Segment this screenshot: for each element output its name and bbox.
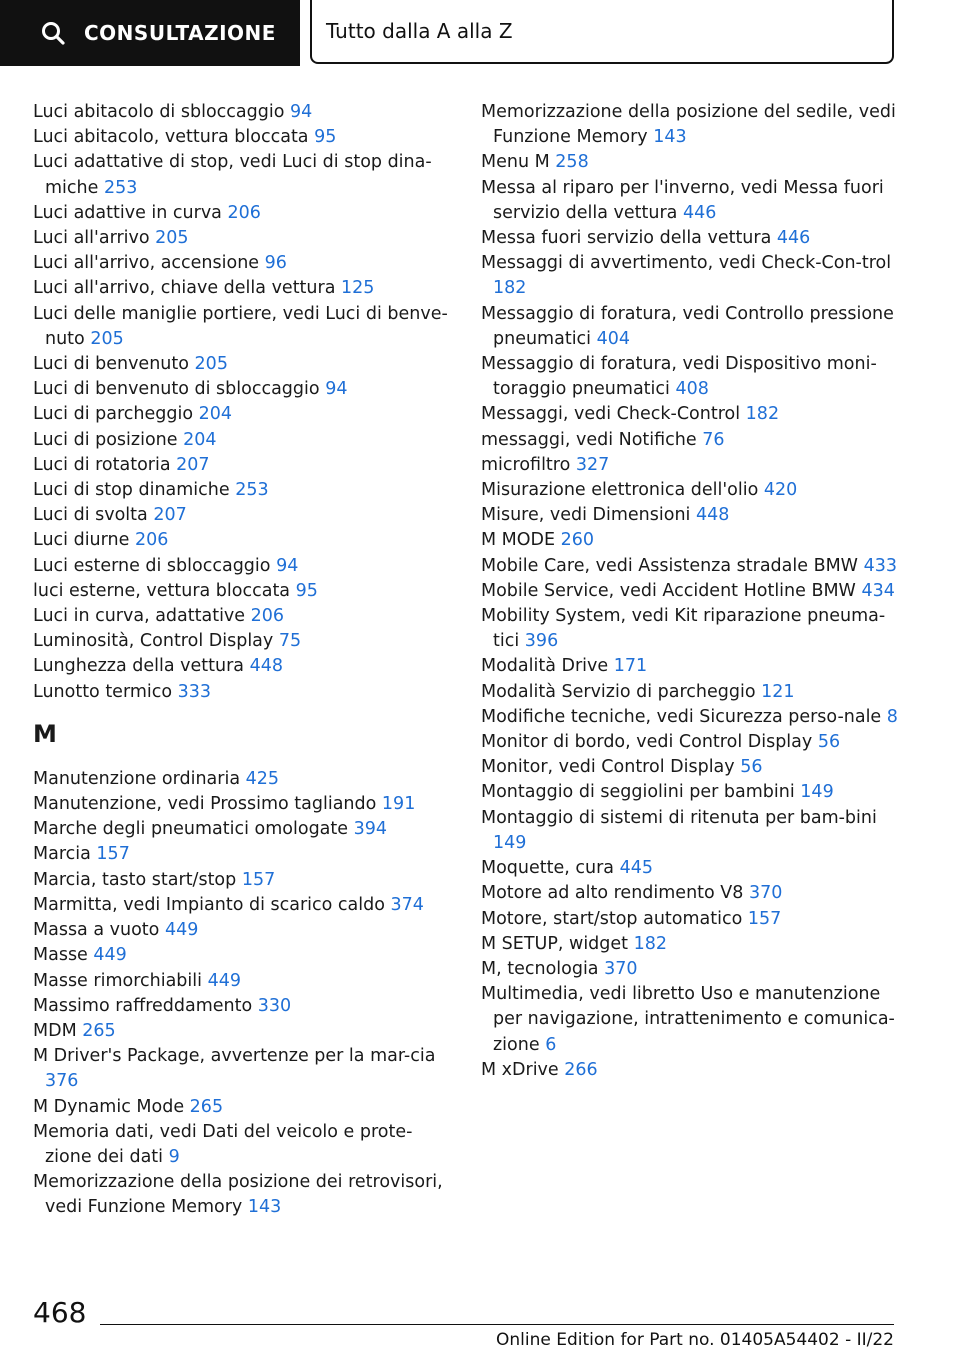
footer-divider	[100, 1324, 894, 1325]
page-link[interactable]: 394	[353, 819, 388, 840]
index-entry	[33, 276, 453, 301]
page-link[interactable]: 204	[183, 429, 217, 450]
index-term: Motore ad alto rendimento V8	[481, 883, 744, 904]
index-entry	[33, 1170, 453, 1220]
page-link[interactable]: 143	[653, 127, 687, 148]
page-link[interactable]: 265	[189, 1096, 224, 1117]
page-link[interactable]: 370	[748, 883, 783, 904]
page-link[interactable]: 396	[524, 631, 559, 652]
page-link[interactable]: 370	[604, 958, 638, 979]
index-term: Messa fuori servizio della vettura	[481, 228, 772, 249]
index-term: Marche degli pneumatici omologate	[33, 819, 349, 840]
page-link[interactable]: 191	[381, 794, 416, 815]
index-entry	[33, 1044, 453, 1094]
index-entry	[481, 150, 901, 175]
page-link[interactable]: 446	[682, 202, 717, 223]
page-link[interactable]: 125	[341, 278, 375, 299]
index-entry	[33, 453, 453, 478]
page-link[interactable]: 327	[575, 454, 610, 475]
page-link[interactable]: 376	[45, 1071, 79, 1092]
index-term: Memorizzazione della posizione del sedile, vedi Funzione Memory	[481, 102, 896, 148]
page-link[interactable]: 182	[745, 404, 780, 425]
index-term: Moquette, cura	[481, 858, 615, 879]
index-entry	[481, 982, 901, 1058]
section-label: CONSULTAZIONE	[84, 21, 276, 45]
index-term: Luci delle maniglie portiere, vedi Luci di benve-nuto	[33, 303, 448, 349]
page-link[interactable]: 449	[164, 920, 199, 941]
index-group-l	[33, 100, 453, 705]
page-link[interactable]: 449	[207, 970, 241, 991]
page-link[interactable]: 171	[613, 656, 648, 677]
index-term: Mobile Service, vedi Accident Hotline BMW	[481, 580, 856, 601]
index-term: Luminosità, Control Display	[33, 631, 274, 652]
index-term: Marcia	[33, 844, 91, 865]
index-entry	[33, 893, 453, 918]
page-link[interactable]: 76	[702, 429, 725, 450]
index-entry	[481, 176, 901, 226]
index-entry	[481, 780, 901, 805]
index-entry	[33, 654, 453, 679]
index-term: Luci di svolta	[33, 505, 148, 526]
index-term: Multimedia, vedi libretto Uso e manutenzione per navigazione, intrattenimento e comunica-zione	[481, 984, 895, 1055]
page-link[interactable]: 446	[776, 228, 811, 249]
index-entry	[33, 226, 453, 251]
page-link[interactable]: 205	[194, 354, 228, 375]
index-entry	[33, 554, 453, 579]
page-link[interactable]: 157	[96, 844, 130, 865]
index-entry	[481, 554, 901, 579]
index-term: messaggi, vedi Notifiche	[481, 429, 697, 450]
index-entry	[33, 767, 453, 792]
index-entry	[481, 503, 901, 528]
index-term: Marmitta, vedi Impianto di scarico caldo	[33, 894, 385, 915]
index-entry	[481, 932, 901, 957]
index-term: Luci abitacolo, vettura bloccata	[33, 127, 309, 148]
index-entry	[33, 302, 453, 352]
index-term: Luci di benvenuto di sbloccaggio	[33, 379, 320, 400]
index-entry	[33, 918, 453, 943]
index-term: Modalità Servizio di parcheggio	[481, 681, 756, 702]
page-link[interactable]: 404	[596, 328, 631, 349]
index-term: Messaggio di foratura, vedi Controllo pressione pneumatici	[481, 303, 894, 349]
page-link[interactable]: 448	[696, 505, 730, 526]
index-entry	[33, 150, 453, 200]
index-group-m-continued	[481, 100, 901, 1083]
index-term: Mobile Care, vedi Assistenza stradale BMW	[481, 555, 858, 576]
index-entry	[33, 842, 453, 867]
page-link[interactable]: 433	[863, 555, 897, 576]
index-term: Memoria dati, vedi Dati del veicolo e prote-zione dei dati	[33, 1121, 413, 1167]
index-term: Montaggio di seggiolini per bambini	[481, 782, 795, 803]
index-entry	[481, 957, 901, 982]
index-term: Luci esterne di sbloccaggio	[33, 555, 271, 576]
index-term: Messa al riparo per l'inverno, vedi Messa fuori servizio della vettura	[481, 177, 884, 223]
index-entry	[33, 1120, 453, 1170]
index-entry	[481, 907, 901, 932]
page-link[interactable]: 94	[289, 102, 313, 122]
index-entry	[33, 100, 453, 125]
index-entry	[33, 377, 453, 402]
page-link[interactable]: 408	[675, 379, 709, 400]
page-link[interactable]: 434	[861, 580, 895, 601]
page-link[interactable]: 149	[800, 782, 834, 803]
index-term: Massa a vuoto	[33, 920, 160, 941]
page-link[interactable]: 96	[264, 253, 287, 274]
page-link[interactable]: 330	[257, 995, 292, 1016]
index-entry	[33, 352, 453, 377]
page-link[interactable]: 253	[235, 480, 269, 501]
index-term: Luci di rotatoria	[33, 454, 171, 475]
index-term: M Dynamic Mode	[33, 1096, 185, 1117]
index-entry	[33, 251, 453, 276]
index-entry	[33, 680, 453, 705]
index-entry	[481, 755, 901, 780]
page-link[interactable]: 94	[325, 379, 348, 400]
page-link[interactable]: 149	[493, 832, 527, 853]
index-term: MDM	[33, 1020, 77, 1041]
index-term: Luci adattative di stop, vedi Luci di stop dina-miche	[33, 152, 432, 198]
index-term: Motore, start/stop automatico	[481, 908, 743, 929]
page-link[interactable]: 445	[619, 858, 654, 879]
page-link[interactable]: 157	[747, 908, 782, 929]
page-link[interactable]: 56	[740, 757, 763, 778]
page-link[interactable]: 75	[278, 631, 302, 652]
page-link[interactable]: 425	[245, 768, 280, 789]
index-entry	[481, 100, 901, 150]
index-term: Marcia, tasto start/stop	[33, 869, 237, 890]
page-link[interactable]: 207	[176, 454, 210, 475]
page-link[interactable]: 206	[250, 606, 285, 627]
index-entry	[481, 604, 901, 654]
edition-note: Online Edition for Part no. 01405A54402 - II/22	[495, 1330, 894, 1350]
page-link[interactable]: 143	[247, 1197, 282, 1218]
index-term: Luci all'arrivo, accensione	[33, 253, 260, 274]
index-term: Luci abitacolo di sbloccaggio	[33, 102, 285, 122]
index-entry	[33, 943, 453, 968]
page-link[interactable]: 448	[249, 656, 283, 677]
page-link[interactable]: 265	[82, 1020, 116, 1041]
page-footer	[0, 1290, 960, 1362]
index-entry	[481, 806, 901, 856]
index-entry	[33, 503, 453, 528]
index-term: Luci di stop dinamiche	[33, 480, 230, 501]
index-term: Modifiche tecniche, vedi Sicurezza perso-nale	[481, 706, 882, 727]
index-term: Massimo raffreddamento	[33, 995, 253, 1016]
index-entry	[481, 528, 901, 553]
index-term: Mobility System, vedi Kit riparazione pneuma-tici	[481, 606, 886, 652]
index-term: Luci all'arrivo, chiave della vettura	[33, 278, 336, 299]
page-header	[0, 0, 960, 66]
index-entry	[33, 1095, 453, 1120]
index-entry	[33, 579, 453, 604]
index-entry	[33, 125, 453, 150]
page-link[interactable]: 205	[90, 328, 124, 349]
index-term: Luci in curva, adattative	[33, 606, 246, 627]
index-term: Luci adattive in curva	[33, 202, 222, 223]
page-link[interactable]: 260	[560, 530, 595, 551]
page-link[interactable]: 182	[633, 933, 668, 954]
index-entry	[481, 428, 901, 453]
index-entry	[33, 604, 453, 629]
page-link[interactable]: 94	[276, 555, 299, 576]
page-link[interactable]: 449	[93, 945, 127, 966]
page-link[interactable]: 204	[198, 404, 233, 425]
index-term: Luci di parcheggio	[33, 404, 194, 425]
index-entry	[481, 251, 901, 301]
index-entry	[481, 705, 901, 730]
page-link[interactable]: 157	[241, 869, 276, 890]
index-entry	[481, 453, 901, 478]
index-entry	[481, 402, 901, 427]
index-entry	[481, 680, 901, 705]
index-entry	[33, 792, 453, 817]
index-entry	[33, 478, 453, 503]
index-entry	[33, 629, 453, 654]
index-term: Memorizzazione della posizione dei retrovisori, vedi Funzione Memory	[33, 1172, 443, 1218]
index-term: M SETUP, widget	[481, 933, 629, 954]
page-link[interactable]: 121	[761, 681, 795, 702]
page-link[interactable]: 266	[564, 1059, 598, 1080]
index-term: Montaggio di sistemi di ritenuta per bam-bini	[481, 807, 877, 828]
page-link[interactable]: 206	[134, 530, 169, 551]
search-icon	[40, 20, 66, 46]
index-entry	[33, 1019, 453, 1044]
index-entry	[33, 402, 453, 427]
index-entry	[481, 302, 901, 352]
index-entry	[33, 868, 453, 893]
page-link[interactable]: 205	[155, 228, 189, 249]
index-term: Messaggi di avvertimento, vedi Check-Con-trol	[481, 253, 892, 274]
index-entry	[481, 579, 901, 604]
page-link[interactable]: 6	[545, 1034, 557, 1055]
index-column-right	[481, 100, 901, 1083]
index-entry	[33, 528, 453, 553]
page-number: 468	[33, 1296, 87, 1329]
index-entry	[481, 881, 901, 906]
section-tab[interactable]	[0, 0, 300, 66]
index-term: Manutenzione, vedi Prossimo tagliando	[33, 794, 377, 815]
index-term: Luci di posizione	[33, 429, 178, 450]
index-term: Manutenzione ordinaria	[33, 768, 241, 789]
page-link[interactable]: 258	[555, 152, 589, 173]
index-term: Masse rimorchiabili	[33, 970, 203, 991]
index-entry	[481, 352, 901, 402]
index-term: Masse	[33, 945, 88, 966]
index-term: Monitor di bordo, vedi Control Display	[481, 732, 813, 753]
page-link[interactable]: 333	[177, 681, 212, 702]
index-entry	[33, 428, 453, 453]
page-link[interactable]: 253	[103, 177, 138, 198]
page-link[interactable]: 420	[763, 480, 798, 501]
section-letter-m: M	[33, 719, 57, 748]
index-term: Luci diurne	[33, 530, 130, 551]
page-link[interactable]: 56	[817, 732, 841, 753]
index-entry	[481, 1058, 901, 1083]
index-term: luci esterne, vettura bloccata	[33, 580, 291, 601]
index-entry	[481, 226, 901, 251]
index-term: Monitor, vedi Control Display	[481, 757, 735, 778]
index-entry	[33, 817, 453, 842]
index-term: Misure, vedi Dimensioni	[481, 505, 691, 526]
index-entry	[33, 969, 453, 994]
index-entry	[33, 994, 453, 1019]
index-entry	[33, 201, 453, 226]
index-term: M xDrive	[481, 1059, 559, 1080]
index-term: Menu M	[481, 152, 550, 173]
page-link[interactable]: 95	[314, 127, 337, 148]
page-link[interactable]: 95	[295, 580, 318, 601]
page-link[interactable]: 206	[227, 202, 261, 223]
index-term: microfiltro	[481, 454, 571, 475]
index-column-left	[33, 100, 453, 1221]
page-link[interactable]: 182	[493, 278, 527, 299]
page-link[interactable]: 374	[390, 894, 424, 915]
index-term: Messaggi, vedi Check-Control	[481, 404, 741, 425]
chapter-title-tab	[310, 0, 894, 64]
index-entry	[481, 730, 901, 755]
chapter-title: Tutto dalla A alla Z	[326, 19, 513, 43]
page-link[interactable]: 9	[168, 1146, 180, 1167]
page-link[interactable]: 207	[153, 505, 187, 526]
index-term: Modalità Drive	[481, 656, 609, 677]
index-entry	[481, 654, 901, 679]
index-term: Luci all'arrivo	[33, 228, 150, 249]
index-term: Misurazione elettronica dell'olio	[481, 480, 759, 501]
index-term: Luci di benvenuto	[33, 354, 189, 375]
index-term: Lunotto termico	[33, 681, 173, 702]
index-term: Lunghezza della vettura	[33, 656, 244, 677]
index-group-m	[33, 767, 453, 1221]
index-entry	[481, 856, 901, 881]
index-term: M Driver's Package, avvertenze per la mar-cia	[33, 1046, 436, 1067]
page-link[interactable]: 8	[886, 706, 898, 727]
index-term: M MODE	[481, 530, 556, 551]
index-term: M, tecnologia	[481, 958, 599, 979]
index-entry	[481, 478, 901, 503]
index-term: Messaggio di foratura, vedi Dispositivo moni-toraggio pneumatici	[481, 354, 877, 400]
